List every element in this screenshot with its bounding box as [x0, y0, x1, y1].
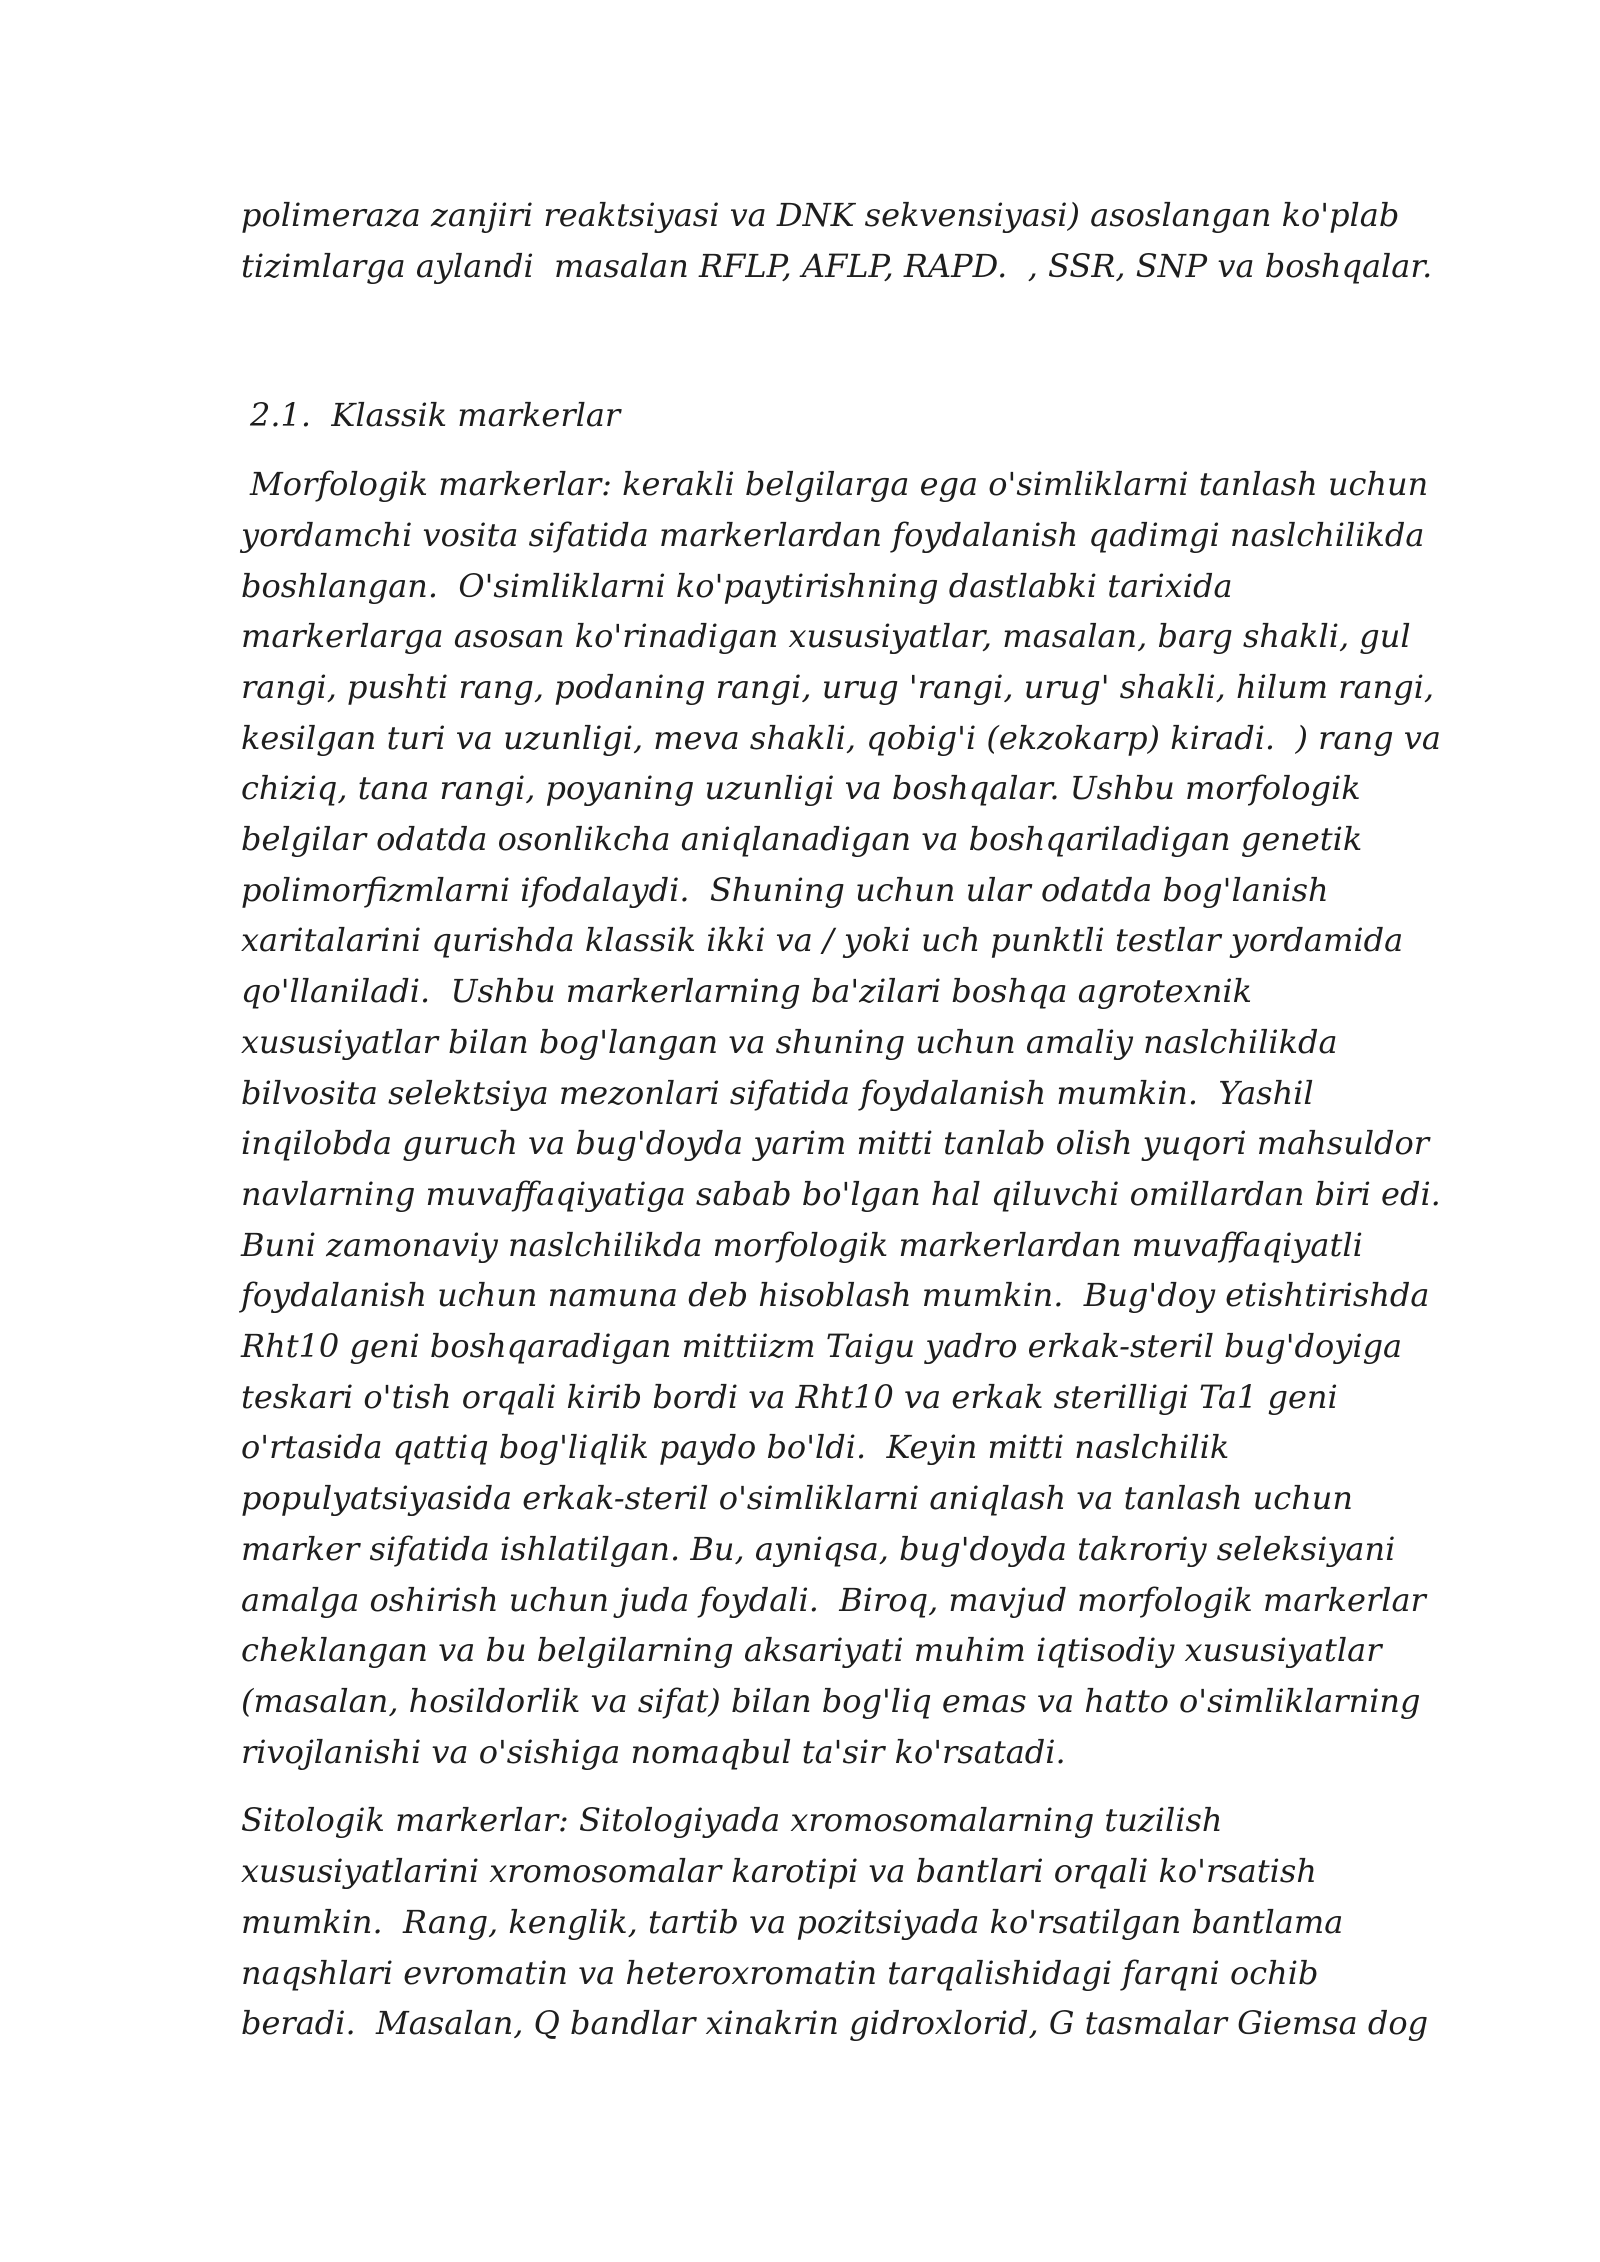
text-line: navlarning muvaffaqiyatiga sabab bo'lgan hal qiluvchi omillardan biri edi. [241, 1174, 1441, 1213]
text-line: tizimlarga aylandi masalan RFLP, AFLP, RAPD. , SSR, SNP va boshqalar. [241, 246, 1433, 285]
text-line: rangi, pushti rang, podaning rangi, urug 'rangi, urug' shakli, hilum rangi, [241, 667, 1435, 706]
text-line: yordamchi vosita sifatida markerlardan foydalanish qadimgi naslchilikda [241, 515, 1425, 554]
section-heading [241, 390, 1371, 441]
text-line: cheklangan va bu belgilarning aksariyati muhim iqtisodiy xususiyatlar [241, 1631, 1382, 1670]
text-line: amalga oshirish uchun juda foydali. Biroq, mavjud morfologik markerlar [241, 1580, 1426, 1619]
text-line: Rht10 geni boshqaradigan mittiizm Taigu yadro erkak-steril bug'doyiga [241, 1327, 1403, 1366]
sitologik-paragraph [241, 1795, 1429, 2049]
text-line: belgilar odatda osonlikcha aniqlanadigan va boshqariladigan genetik [241, 820, 1363, 859]
text-line: Sitologik markerlar: Sitologiyada xromosomalarning tuzilish [241, 1801, 1223, 1840]
text-line: bilvosita selektsiya mezonlari sifatida foydalanish mumkin. Yashil [241, 1073, 1314, 1112]
text-line: qo'llaniladi. Ushbu markerlarning ba'zilari boshqa agrotexnik [241, 972, 1252, 1011]
text-line: mumkin. Rang, kenglik, tartib va pozitsiyada ko'rsatilgan bantlama [241, 1902, 1344, 1941]
text-line: Buni zamonaviy naslchilikda morfologik markerlardan muvaffaqiyatli [241, 1225, 1363, 1264]
text-line: boshlangan. O'simliklarni ko'paytirishning dastlabki tarixida [241, 566, 1233, 605]
morfologik-paragraph [241, 459, 1441, 1777]
document-body [241, 190, 1441, 2049]
text-line: beradi. Masalan, Q bandlar xinakrin gidroxlorid, G tasmalar Giemsa dog [241, 2004, 1429, 2043]
text-line: xususiyatlar bilan bog'langan va shuning uchun amaliy naslchilikda [241, 1022, 1338, 1061]
text-line: chiziq, tana rangi, poyaning uzunligi va boshqalar. Ushbu morfologik [241, 769, 1361, 808]
text-line: polimeraza zanjiri reaktsiyasi va DNK sekvensiyasi) asoslangan ko'plab [241, 196, 1400, 234]
text-line: Morfologik markerlar: kerakli belgilarga ega o'simliklarni tanlash uchun [250, 465, 1429, 504]
text-line: (masalan, hosildorlik va sifat) bilan bog'liq emas va hatto o'simliklarning [241, 1681, 1421, 1720]
text-line: populyatsiyasida erkak-steril o'simliklarni aniqlash va tanlash uchun [241, 1479, 1354, 1518]
section-heading-text: 2.1. Klassik markerlar [250, 396, 621, 435]
text-line: foydalanish uchun namuna deb hisoblash mumkin. Bug'doy etishtirishda [241, 1276, 1430, 1315]
text-line: marker sifatida ishlatilgan. Bu, ayniqsa, bug'doyda takroriy seleksiyani [241, 1529, 1396, 1568]
text-line: rivojlanishi va o'sishiga nomaqbul ta'sir ko'rsatadi. [241, 1732, 1066, 1771]
text-line: o'rtasida qattiq bog'liqlik paydo bo'ldi. Keyin mitti naslchilik [241, 1428, 1230, 1467]
text-line: xaritalarini qurishda klassik ikki va / yoki uch punktli testlar yordamida [241, 921, 1404, 960]
text-line: markerlarga asosan ko'rinadigan xususiyatlar, masalan, barg shakli, gul [241, 617, 1411, 656]
text-line: kesilgan turi va uzunligi, meva shakli, qobig'i (ekzokarp) kiradi. ) rang va [241, 718, 1441, 757]
text-line: polimorfizmlarni ifodalaydi. Shuning uchun ular odatda bog'lanish [241, 870, 1329, 909]
intro-paragraph [241, 190, 1433, 291]
text-line: xususiyatlarini xromosomalar karotipi va bantlari orqali ko'rsatish [241, 1852, 1317, 1891]
text-line: inqilobda guruch va bug'doyda yarim mitti tanlab olish yuqori mahsuldor [241, 1124, 1430, 1163]
text-line: teskari o'tish orqali kirib bordi va Rht10 va erkak sterilligi Ta1 geni [241, 1377, 1338, 1416]
text-line: naqshlari evromatin va heteroxromatin tarqalishidagi farqni ochib [241, 1953, 1319, 1992]
